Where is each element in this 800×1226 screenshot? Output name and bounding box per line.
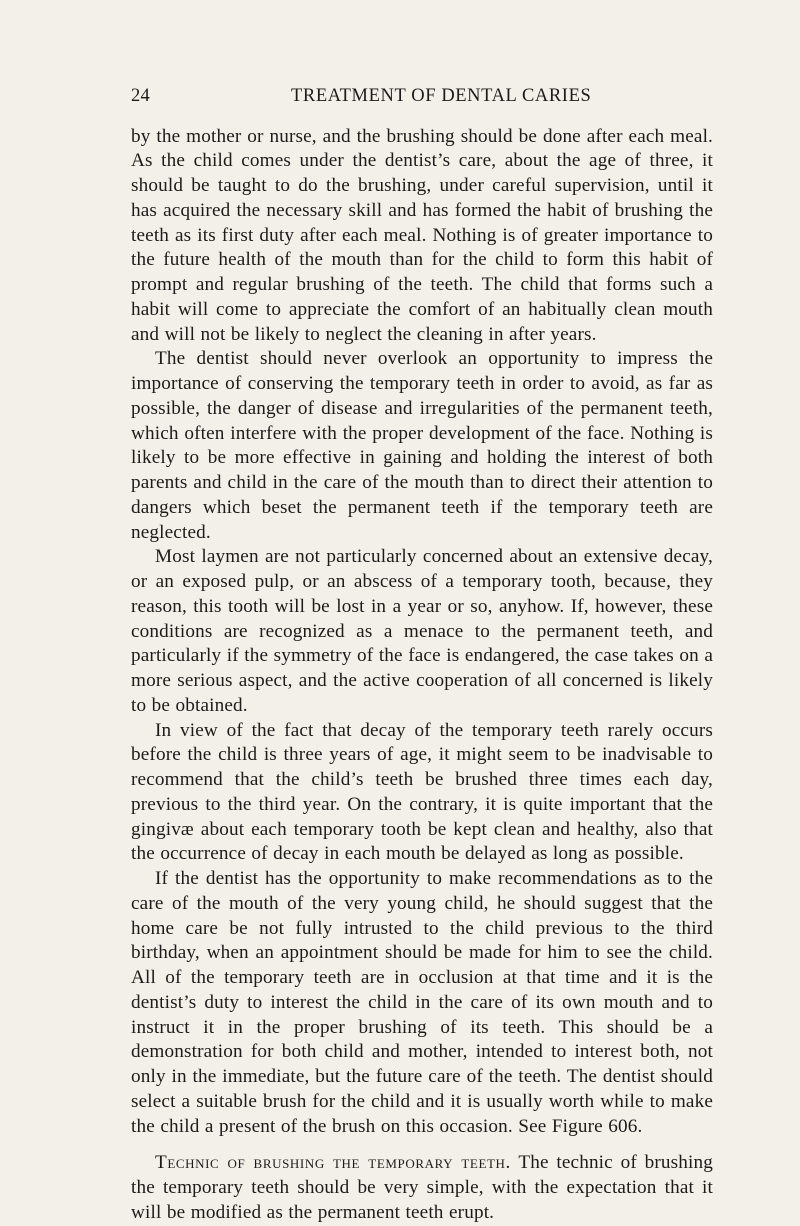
- page-number: 24: [131, 86, 150, 106]
- paragraph: Most laymen are not particularly concerned about an extensive decay, or an exposed pulp, or an abscess of a temporary tooth, because, they reason, this tooth will be lost in a year or so, anyhow. If, however, these conditions are recognized as a menace to the permanent teeth, and particularly if the symmetry of the face is endangered, the case takes on a more serious aspect, and the active cooperation of all concerned is likely to be obtained.: [131, 546, 713, 716]
- section-heading: Technic of brushing the temporary teeth.: [155, 1152, 511, 1174]
- paragraph: The dentist should never overlook an opportunity to impress the importance of conserving the temporary teeth in order to avoid, as far as possible, the danger of disease and irregularities of the permanent teeth, which often interfere with the proper development of the face. Nothing is likely to be more effective in gaining and holding the interest of both parents and child in the care of the mouth than to direct their attention to dangers which beset the permanent teeth if the temporary teeth are neglected.: [131, 348, 713, 543]
- running-head: [131, 86, 713, 110]
- paragraph-continued: by the mother or nurse, and the brushing should be done after each meal. As the child comes under the dentist’s care, about the age of three, it should be taught to do the brushing, under careful supervision, until it has acquired the necessary skill and has formed the habit of brushing the teeth as its first duty after each meal. Nothing is of greater importance to the future health of the mouth than for the child to form this habit of prompt and regular brushing of the teeth. The child that forms such a habit will come to appreciate the comfort of an habitually clean mouth and will not be likely to neglect the cleaning in after years.: [131, 125, 713, 345]
- paragraph: In view of the fact that decay of the temporary teeth rarely occurs before the child is three years of age, it might seem to be inadvisable to recommend that the child’s teeth be brushed three times each day, previous to the third year. On the contrary, it is quite important that the gingivæ about each temporary tooth be kept clean and healthy, also that the occurrence of decay in each mouth be delayed as long as possible.: [131, 719, 713, 865]
- chapter-title: TREATMENT OF DENTAL CARIES: [291, 86, 592, 106]
- section-text: The technic of brushing the temporary teeth should be very simple, with the expectation that it will be modified as the permanent teeth erupt.: [131, 1152, 713, 1223]
- paragraph: If the dentist has the opportunity to make recommendations as to the care of the mouth of the very young child, he should suggest that the home care be not fully intrusted to the child previous to the third birthday, when an appointment should be made for him to see the child. All of the temporary teeth are in occlusion at that time and it is the dentist’s duty to interest the child in the care of its own mouth and to instruct it in the proper brushing of its teeth. This should be a demonstration for both child and mother, intended to interest both, not only in the immediate, but the future care of the teeth. The dentist should select a suitable brush for the child and it is usually worth while to make the child a present of the brush on this occasion. See Figure 606.: [131, 868, 713, 1137]
- section-paragraph: [131, 1151, 713, 1225]
- body-text: [131, 125, 713, 1226]
